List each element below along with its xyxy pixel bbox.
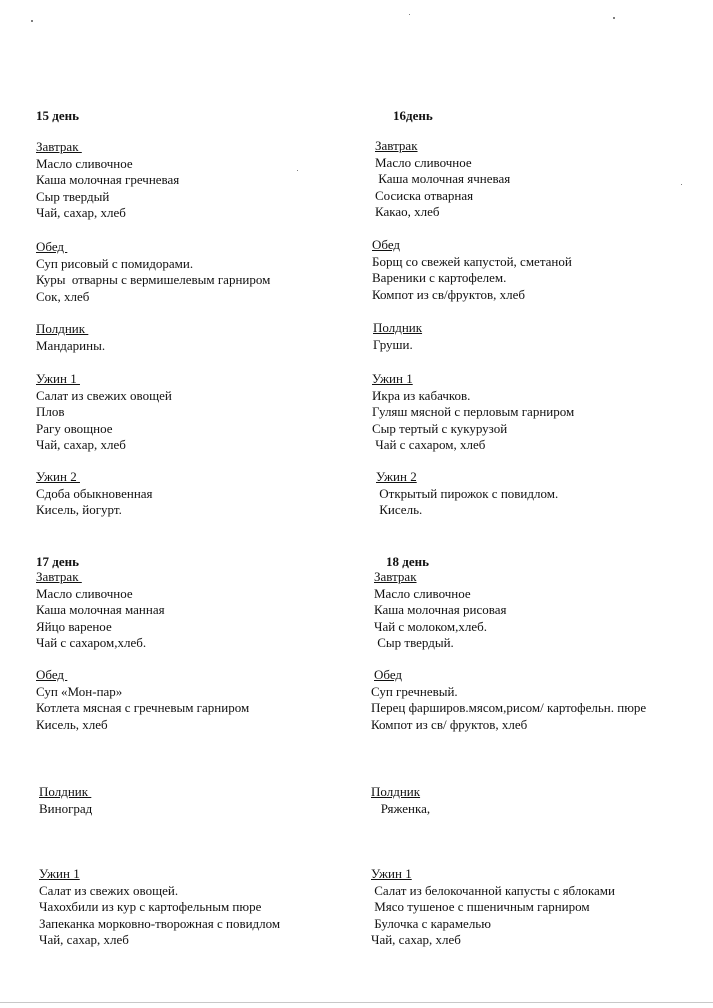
- meal-dinner-1: [372, 371, 712, 454]
- menu-item: Масло сливочное: [36, 585, 133, 601]
- meal-snack: [371, 784, 711, 817]
- meal-name: Полдник: [373, 320, 423, 335]
- meal-name: Обед: [36, 239, 68, 254]
- meal-name: Завтрак: [374, 569, 417, 584]
- scan-edge-line: [0, 1002, 713, 1003]
- meal-breakfast: [374, 569, 713, 652]
- menu-item: Рагу овощное: [36, 420, 113, 436]
- menu-item: Какао, хлеб: [375, 204, 440, 219]
- menu-item: Открытый пирожок с повидлом.: [376, 485, 559, 501]
- menu-item: Суп рисовый с помидорами.: [36, 255, 194, 271]
- meal-lunch: [36, 667, 376, 733]
- menu-item: Салат из свежих овощей.: [39, 882, 179, 898]
- menu-item: Яйцо вареное: [36, 618, 112, 634]
- meal-snack: [373, 320, 713, 353]
- menu-item: Чай с сахаром,хлеб.: [36, 635, 147, 650]
- meal-name: Завтрак: [36, 139, 82, 154]
- menu-item: Ряженка,: [371, 800, 431, 816]
- scan-speck: [409, 14, 410, 15]
- menu-item: Чай, сахар, хлеб: [36, 437, 126, 452]
- scan-speck: [31, 20, 33, 22]
- meal-dinner-1: [371, 866, 711, 949]
- meal-name: Полдник: [39, 784, 92, 799]
- menu-item: Сосиска отварная: [375, 187, 474, 203]
- meal-name: Ужин 2: [376, 469, 417, 484]
- menu-item: Вареники с картофелем.: [372, 270, 507, 285]
- menu-item: Плов: [36, 404, 65, 419]
- menu-item: Кисель.: [376, 502, 423, 517]
- menu-item: Перец фарширов.мясом,рисом/ картофельн. пюре: [371, 700, 647, 715]
- meal-dinner-2: [376, 469, 713, 519]
- menu-item: Запеканка морковно-творожная с повидлом: [39, 915, 281, 931]
- menu-item: Сдоба обыкновенная: [36, 485, 153, 501]
- meal-lunch: [371, 667, 711, 733]
- meal-lunch: [372, 237, 712, 303]
- menu-item: Икра из кабачков.: [372, 387, 471, 403]
- menu-item: Чай, сахар, хлеб: [371, 932, 461, 947]
- meal-breakfast: [36, 569, 376, 652]
- menu-item: Кисель, йогурт.: [36, 502, 122, 517]
- menu-item: Гуляш мясной с перловым гарниром: [372, 404, 575, 419]
- meal-snack: [36, 321, 376, 354]
- meal-lunch: [36, 239, 376, 305]
- menu-item: Каша молочная манная: [36, 602, 165, 617]
- meal-name: Обед: [36, 667, 68, 682]
- meal-name: Полдник: [36, 321, 89, 336]
- menu-item: Чай, сахар, хлеб: [36, 205, 126, 220]
- meal-name: Ужин 1: [371, 866, 412, 881]
- meal-dinner-1: [36, 371, 376, 454]
- menu-item: Мандарины.: [36, 337, 106, 353]
- menu-item: Масло сливочное: [374, 585, 471, 601]
- meal-name: Полдник: [371, 784, 421, 799]
- menu-item: Компот из св/фруктов, хлеб: [372, 286, 525, 302]
- meal-name: Обед: [374, 667, 403, 682]
- meal-name: Завтрак: [36, 569, 82, 584]
- menu-item: Мясо тушеное с пшеничным гарниром: [371, 899, 590, 914]
- day-column-17: [36, 553, 376, 947]
- menu-item: Чай с молоком,хлеб.: [374, 618, 487, 634]
- menu-item: Булочка с карамелью: [371, 915, 491, 931]
- meal-name: Обед: [372, 237, 401, 252]
- menu-item: Сок, хлеб: [36, 288, 90, 304]
- day-column-15: [36, 107, 376, 517]
- meal-name: Завтрак: [375, 138, 418, 153]
- menu-item: Каша молочная ячневая: [375, 171, 511, 186]
- day-title: 17 день: [36, 554, 79, 569]
- menu-item: Каша молочная рисовая: [374, 602, 507, 617]
- menu-item: Компот из св/ фруктов, хлеб: [371, 716, 528, 732]
- menu-item: Суп гречневый.: [371, 683, 458, 699]
- menu-item: Каша молочная гречневая: [36, 172, 180, 187]
- day-column-18: [371, 553, 711, 947]
- menu-item: Салат из белокочанной капусты с яблоками: [371, 882, 615, 898]
- menu-item: Чахохбили из кур с картофельным пюре: [39, 899, 262, 914]
- meal-dinner-2: [36, 469, 376, 519]
- menu-item: Виноград: [39, 800, 93, 816]
- day-title: 15 день: [36, 108, 79, 123]
- scan-speck: [681, 184, 682, 185]
- day-title: 16день: [393, 108, 433, 123]
- menu-item: Суп «Мон-пар»: [36, 683, 123, 699]
- scan-speck: [297, 170, 298, 171]
- menu-item: Сыр тертый с кукурузой: [372, 420, 508, 436]
- menu-item: Куры отварны с вермишелевым гарниром: [36, 272, 271, 287]
- menu-item: Масло сливочное: [375, 154, 472, 170]
- meal-breakfast: [375, 138, 713, 221]
- menu-item: Сыр твердый: [36, 188, 110, 204]
- meal-name: Ужин 1: [39, 866, 80, 881]
- meal-snack: [39, 784, 379, 817]
- meal-dinner-1: [39, 866, 379, 949]
- day-column-16: [372, 107, 712, 517]
- menu-item: Чай, сахар, хлеб: [39, 932, 129, 947]
- menu-item: Борщ со свежей капустой, сметаной: [372, 253, 572, 269]
- menu-item: Масло сливочное: [36, 155, 133, 171]
- meal-name: Ужин 2: [36, 469, 80, 484]
- menu-item: Кисель, хлеб: [36, 716, 108, 732]
- meal-breakfast: [36, 139, 376, 222]
- menu-item: Чай с сахаром, хлеб: [372, 437, 486, 452]
- menu-item: Салат из свежих овощей: [36, 387, 172, 403]
- menu-item: Котлета мясная с гречневым гарниром: [36, 700, 250, 715]
- meal-name: Ужин 1: [372, 371, 413, 386]
- menu-item: Сыр твердый.: [374, 635, 454, 650]
- day-title: 18 день: [386, 554, 429, 569]
- meal-name: Ужин 1: [36, 371, 80, 386]
- scan-speck: [613, 17, 615, 19]
- menu-item: Груши.: [373, 336, 413, 352]
